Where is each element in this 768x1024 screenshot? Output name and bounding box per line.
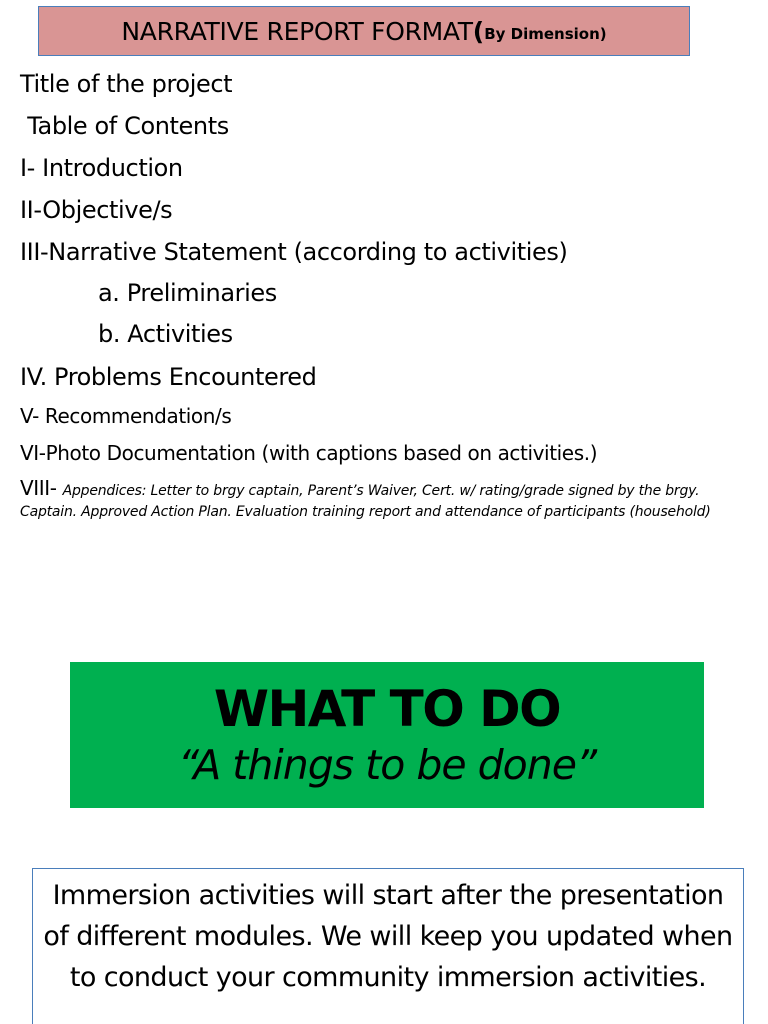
- header-title: NARRATIVE REPORT FORMAT: [121, 16, 473, 46]
- outline-item-problems: IV. Problems Encountered: [20, 363, 317, 391]
- what-to-do-heading: WHAT TO DO: [213, 680, 561, 738]
- appendix-text: Appendices: Letter to brgy captain, Parent’s Waiver, Cert. w/ rating/grade signed by the brgy. Captain. Approved Action Plan. Evaluation training report and attendance of participants (household): [20, 483, 711, 520]
- appendix-number: VIII-: [20, 476, 63, 500]
- outline-subitem-preliminaries: a. Preliminaries: [98, 279, 277, 307]
- outline-item-narrative-statement: III-Narrative Statement (according to activities): [20, 238, 568, 266]
- notice-text: Immersion activities will start after the presentation of different modules. We will keep you updated when to conduct your community immersion activities.: [43, 880, 733, 993]
- what-to-do-quote: “A things to be done”: [177, 741, 597, 789]
- outline-item-objectives: II-Objective/s: [20, 196, 173, 224]
- outline-item-photo-documentation: VI-Photo Documentation (with captions based on activities.): [20, 441, 598, 465]
- outline-item-introduction: I- Introduction: [20, 154, 183, 182]
- notice-box: [32, 868, 744, 1024]
- header-subtitle: By Dimension): [484, 25, 607, 43]
- header-paren: (: [472, 16, 485, 46]
- what-to-do-box: [70, 662, 704, 808]
- outline-subitem-activities: b. Activities: [98, 320, 233, 348]
- outline-item-appendices: [20, 478, 740, 522]
- header-box: [38, 6, 690, 56]
- outline-item-title: Title of the project: [20, 70, 233, 98]
- outline-item-toc: Table of Contents: [20, 112, 229, 140]
- outline-item-recommendations: V- Recommendation/s: [20, 404, 232, 428]
